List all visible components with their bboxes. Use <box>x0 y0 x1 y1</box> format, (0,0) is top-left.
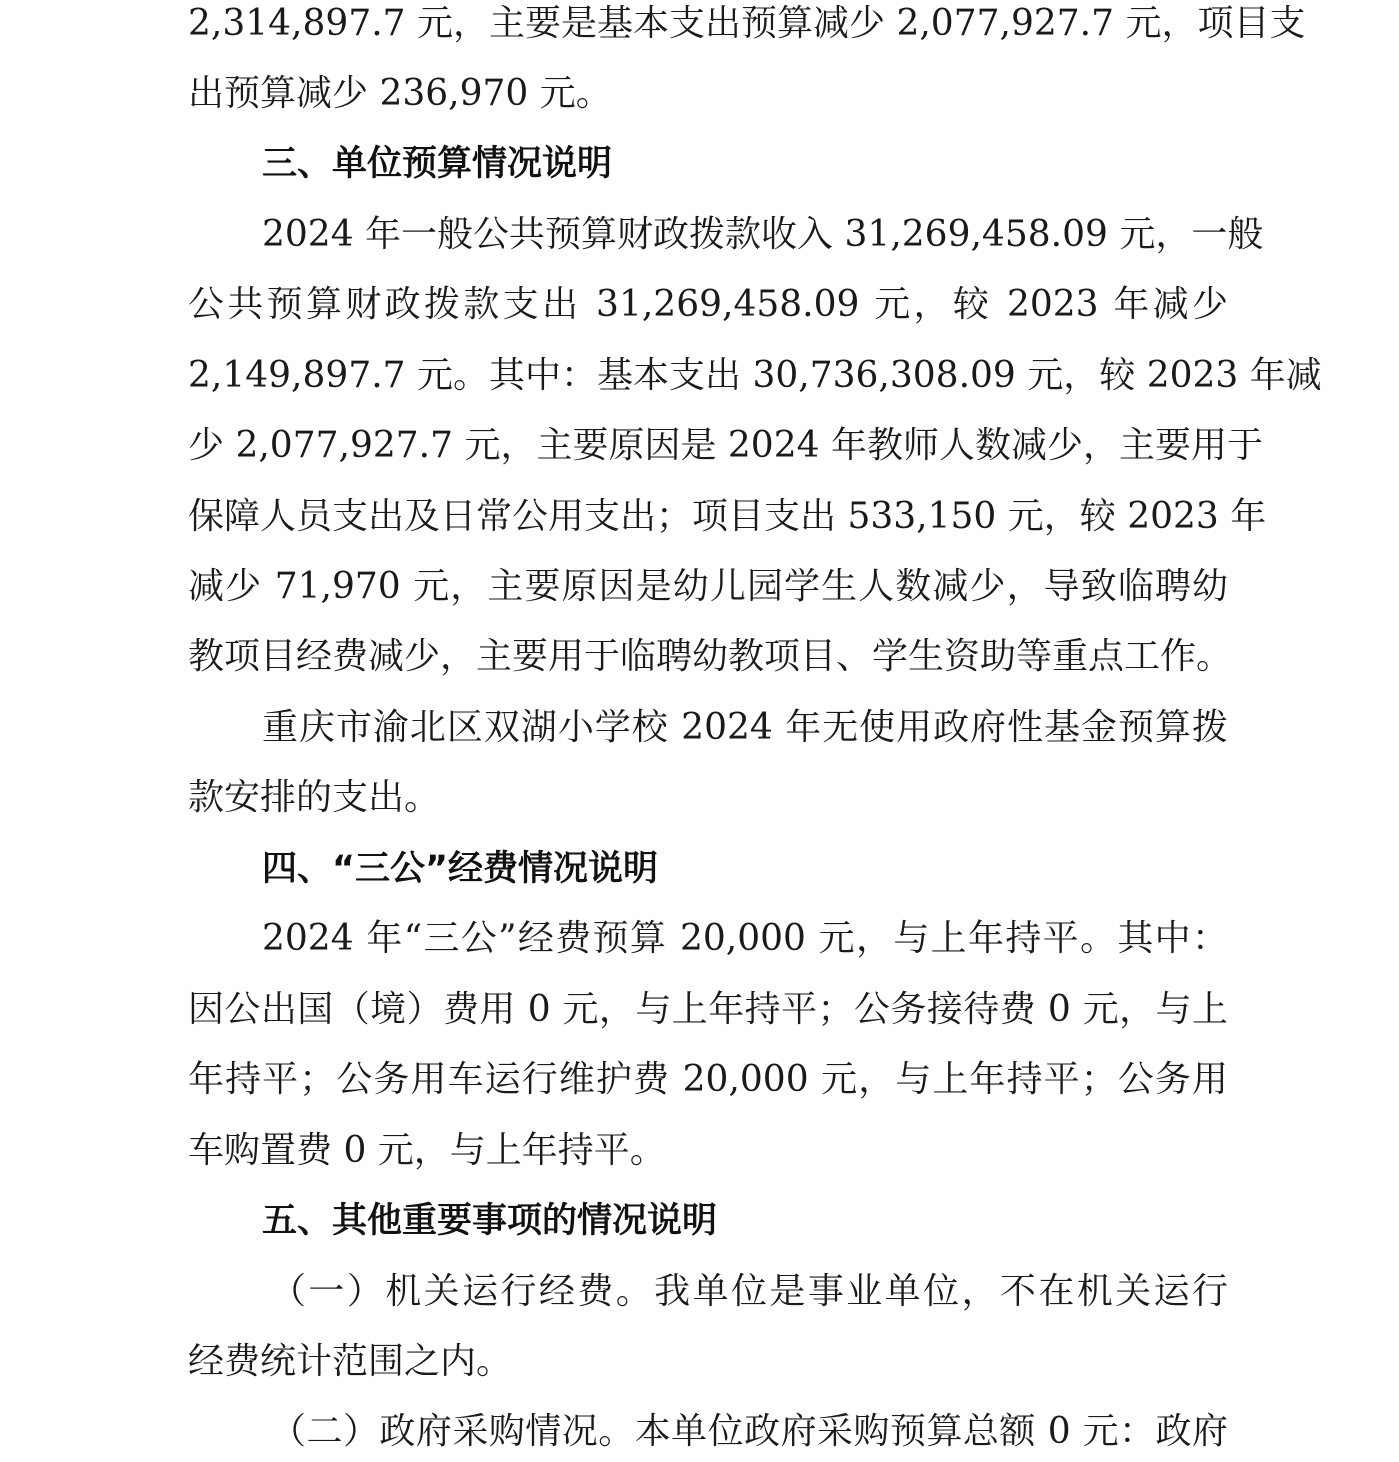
paragraph-line: 少 2,077,927.7 元，主要原因是 2024 年教师人数减少，主要用于 <box>188 425 1263 466</box>
paragraph-line: 因公出国（境）费用 0 元，与上年持平；公务接待费 0 元，与上 <box>188 989 1228 1030</box>
section-heading-3: 三、单位预算情况说明 <box>262 144 613 184</box>
paragraph-line: 款安排的支出。 <box>188 777 441 818</box>
paragraph-line: 保障人员支出及日常公用支出；项目支出 533,150 元，较 2023 年 <box>188 496 1267 537</box>
paragraph-line: （一）机关运行经费。我单位是事业单位，不在机关运行 <box>270 1271 1228 1312</box>
paragraph-line: 年持平；公务用车运行维护费 20,000 元，与上年持平；公务用 <box>188 1059 1228 1100</box>
paragraph-line: 2024 年一般公共预算财政拨款收入 31,269,458.09 元，一般 <box>262 214 1264 255</box>
paragraph-line: 经费统计范围之内。 <box>188 1341 513 1382</box>
paragraph-line: 车购置费 0 元，与上年持平。 <box>188 1130 666 1171</box>
paragraph-line: （二）政府采购情况。本单位政府采购预算总额 0 元：政府 <box>270 1411 1228 1452</box>
paragraph-line: 公共预算财政拨款支出 31,269,458.09 元，较 2023 年减少 <box>188 284 1228 325</box>
paragraph-line: 重庆市渝北区双湖小学校 2024 年无使用政府性基金预算拨 <box>262 707 1228 748</box>
paragraph-line: 减少 71,970 元，主要原因是幼儿园学生人数减少，导致临聘幼 <box>188 566 1228 607</box>
paragraph-line: 2024 年“三公”经费预算 20,000 元，与上年持平。其中： <box>262 918 1228 959</box>
paragraph-line: 2,314,897.7 元，主要是基本支出预算减少 2,077,927.7 元，项目支 <box>188 3 1306 44</box>
section-heading-5: 五、其他重要事项的情况说明 <box>262 1201 718 1241</box>
section-heading-4: 四、“三公”经费情况说明 <box>262 849 659 889</box>
paragraph-line: 教项目经费减少，主要用于临聘幼教项目、学生资助等重点工作。 <box>188 636 1233 677</box>
paragraph-line: 出预算减少 236,970 元。 <box>188 73 612 114</box>
paragraph-line: 2,149,897.7 元。其中：基本支出 30,736,308.09 元，较 2023 年减 <box>188 355 1322 396</box>
